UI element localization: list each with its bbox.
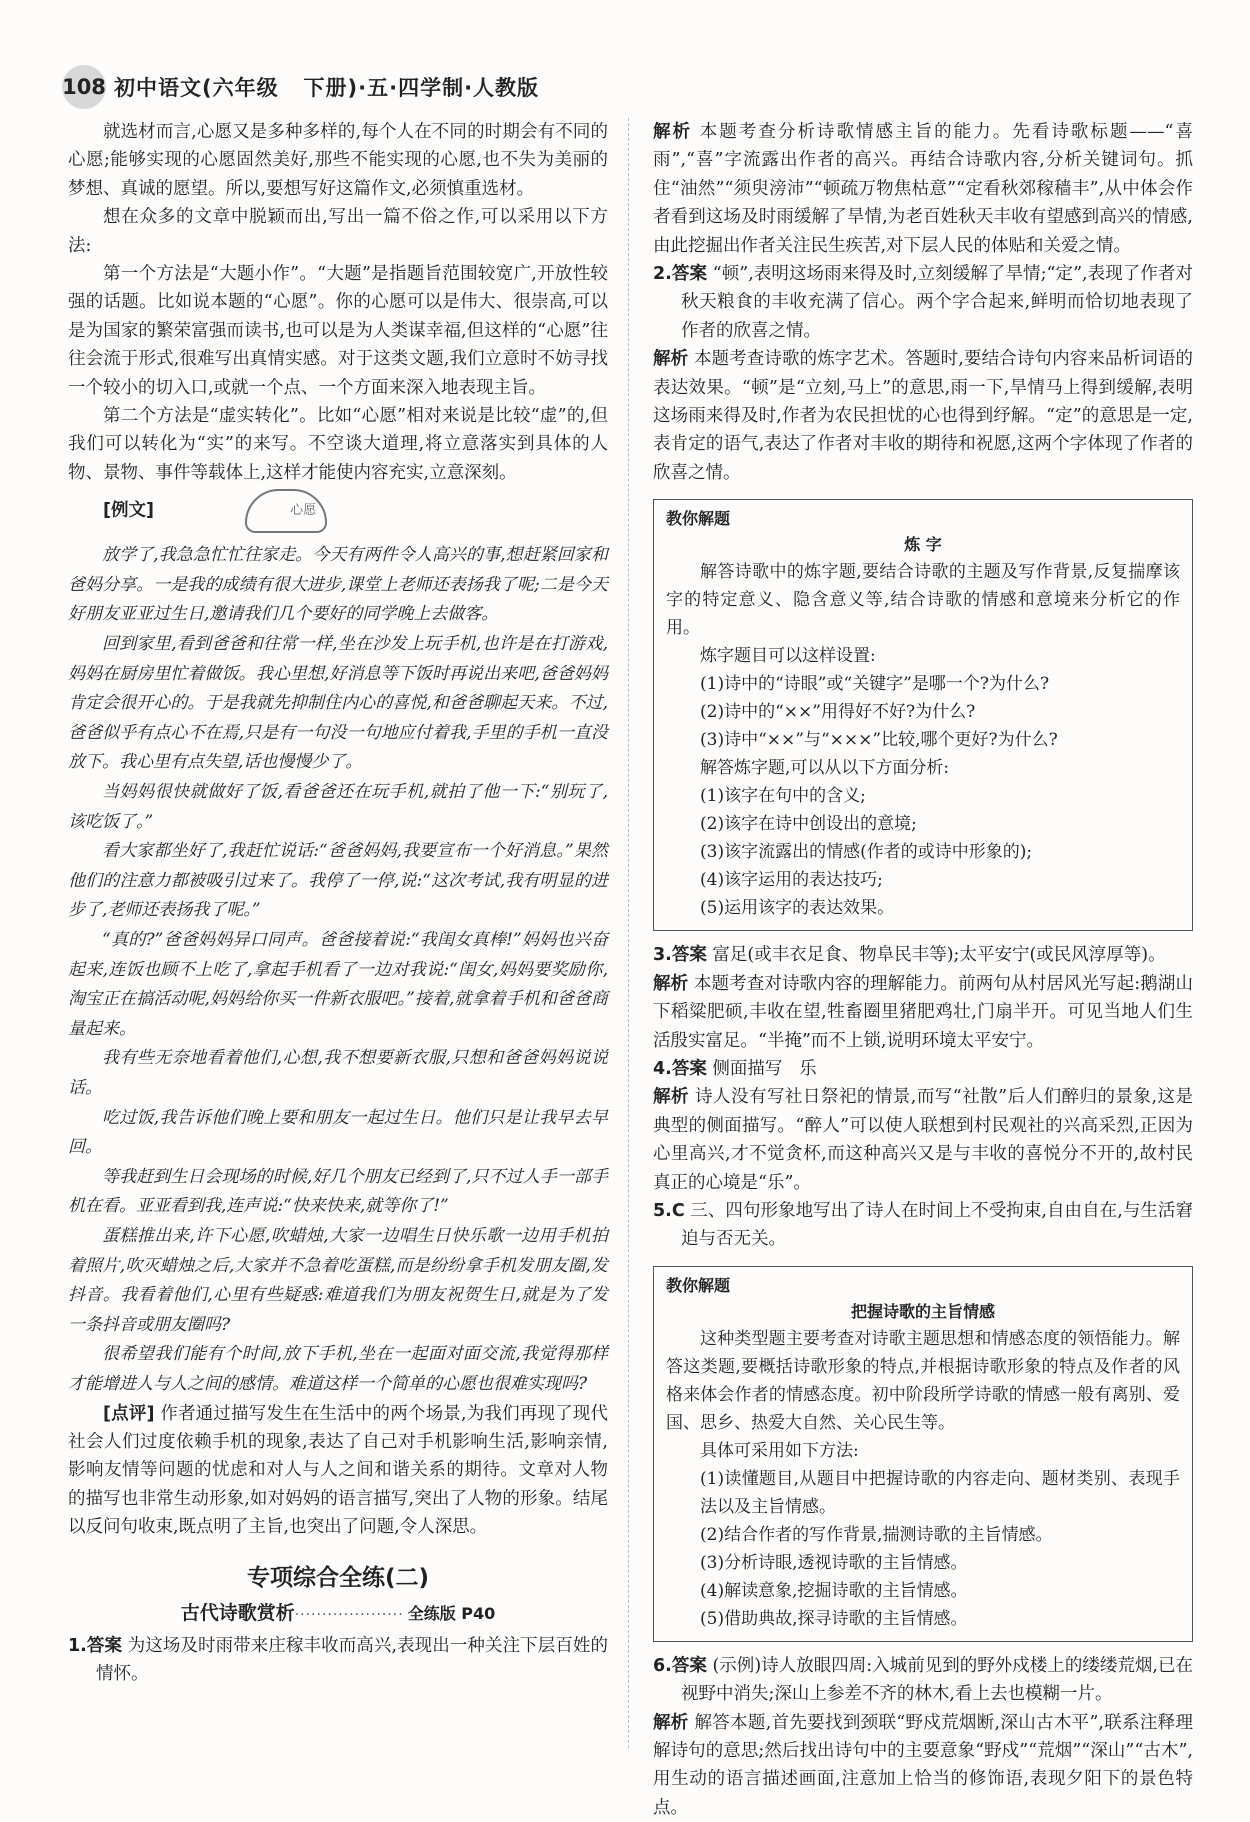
tip-box-heading: 教你解题: [666, 509, 731, 529]
tip-box-method: 具体可采用如下方法:: [700, 1440, 859, 1461]
subsection-line: [68, 1596, 608, 1632]
tip-box-item: (3)诗中“××”与“×××”比较,哪个更好?为什么?: [700, 730, 1058, 751]
tip-box-item: (5)运用该字的表达效果。: [700, 898, 895, 919]
essay-paragraph: 吃过饭,我告诉他们晚上要和朋友一起过生日。他们只是让我早去早回。: [68, 1107, 608, 1158]
answer-1: [68, 1632, 608, 1689]
answer-5: [653, 1197, 1193, 1254]
essay-paragraph: 蛋糕推出来,许下心愿,吹蜡烛,大家一边唱生日快乐歌一边用手机拍着照片,吹灭蜡烛之后,大家并不急着吃蛋糕,而是纷纷拿手机发朋友圈,发抖音。我看着他们,心里有些疑惑:难道我们为朋友祝贺生日,就是为了发一条抖音或朋友圈吗?: [68, 1225, 608, 1335]
example-essay: [68, 541, 608, 1399]
answer-2: [653, 260, 1193, 345]
answer-4-text: 侧面描写 乐: [712, 1058, 817, 1079]
answer-2-label: 2.答案: [653, 264, 708, 285]
intro-paragraph: 第一个方法是“大题小作”。“大题”是指题旨范围较宽广,开放性较强的话题。比如说本题的“心愿”。你的心愿可以是伟大、很崇高,可以是为国家的繁荣富强而读书,也可以是为人类谋幸福,但这样的“心愿”往往会流于形式,很难写出真情实感。对于这类文题,我们立意时不妨寻找一个较小的切入口,或就一个点、一个方面来深入地表现主旨。: [68, 264, 608, 398]
essay-paragraph: “真的?”爸爸妈妈异口同声。爸爸接着说:“我闺女真棒!”妈妈也兴奋起来,连饭也顾不上吃了,拿起手机看了一边对我说:“闺女,妈妈要奖励你,淘宝正在搞活动呢,妈妈给你买一件新衣服吧。”接着,就拿着手机和爸爸商量起来。: [68, 930, 608, 1039]
tip-box-title: 把握诗歌的主旨情感: [850, 1301, 995, 1321]
essay-title-stamp: 心愿: [245, 489, 327, 533]
tip-box-item: (1)诗中的“诗眼”或“关键字”是哪一个?为什么?: [700, 674, 1050, 695]
tip-box-method: 解答炼字题,可以从以下方面分析:: [700, 758, 950, 779]
answer-6: [653, 1652, 1193, 1709]
example-label-line: [68, 489, 608, 533]
essay-paragraph: 回到家里,看到爸爸和往常一样,坐在沙发上玩手机,也许是在打游戏,妈妈在厨房里忙着做饭。我心里想,好消息等下饭时再说出来吧,爸爸妈妈肯定会很开心的。于是我就先抑制住内心的喜悦,和爸爸聊起天来。不过,爸爸似乎有点心不在焉,只是有一句没一句地应付着我,手里的手机一直没放下。我心里有点失望,话也慢慢少了。: [68, 634, 608, 773]
analysis-2-text: 本题考查诗歌的炼字艺术。答题时,要结合诗句内容来品析词语的表达效果。“顿”是“立刻,马上”的意思,雨一下,旱情马上得到缓解,表明这场雨来得及时,作者为农民担忧的心也得到纾解。“定”的意思是一定,表肯定的语气,表达了作者对丰收的期待和祝愿,这两个字体现了作者的欣喜之情。: [653, 349, 1193, 483]
comment-label: [点评]: [103, 1403, 155, 1424]
analysis-6-text: 解答本题,首先要找到颈联“野戍荒烟断,深山古木平”,联系注释理解诗句的意思;然后找出诗句中的主要意象“野戍”“荒烟”“深山”“古木”,用生动的语言描述画面,注意加上恰当的修饰语,表现夕阳下的景色特点。: [653, 1712, 1193, 1818]
essay-paragraph: 看大家都坐好了,我赶忙说话:“爸爸妈妈,我要宣布一个好消息。”果然他们的注意力都被吸引过来了。我停了一停,说:“这次考试,我有明显的进步了,老师还表扬我了呢。”: [68, 841, 608, 921]
analysis-1-text: 本题考查分析诗歌情感主旨的能力。先看诗歌标题——“喜雨”,“喜”字流露出作者的高兴。再结合诗歌内容,分析关键词句。抓住“油然”“须臾滂沛”“顿疏万物焦枯意”“定看秋郊稼穑丰”,从中体会作者看到这场及时雨缓解了旱情,为老百姓秋天丰收有望感到高兴的情感,由此挖掘出作者关注民生疾苦,对下层人民的体贴和关爱之情。: [653, 122, 1193, 256]
analysis-4: [653, 1083, 1193, 1197]
book-title: 初中语文(六年级 下册)·五·四学制·人教版: [114, 76, 540, 100]
analysis-label: 解析: [653, 349, 689, 370]
tip-box-item: (2)诗中的“××”用得好不好?为什么?: [700, 702, 976, 723]
tip-box-lianzi: [653, 499, 1193, 931]
tip-box-intro: 这种类型题主要考查对诗歌主题思想和情感态度的领悟能力。解答这类题,要概括诗歌形象的特点,并根据诗歌形象的特点及作者的风格来体会作者的情感态度。初中阶段所学诗歌的情感一般有离别、爱国、思乡、热爱大自然、关心民生等。: [666, 1328, 1180, 1433]
intro-paragraph: 第二个方法是“虚实转化”。比如“心愿”相对来说是比较“虚”的,但我们可以转化为“实”的来写。不空谈大道理,将立意落实到具体的人物、景物、事件等载体上,这样才能使内容充实,立意深刻。: [68, 406, 608, 483]
left-column: [68, 118, 608, 1688]
essay-paragraph: 我有些无奈地看着他们,心想,我不想要新衣服,只想和爸爸妈妈说说话。: [68, 1048, 608, 1098]
comment-paragraph: [68, 1400, 608, 1542]
intro-paragraph: 就选材而言,心愿又是多种多样的,每个人在不同的时期会有不同的心愿;能够实现的心愿固然美好,那些不能实现的心愿,也不失为美丽的梦想、真诚的愿望。所以,要想写好这篇作文,必须慎重选材。: [68, 122, 608, 199]
answer-2-text: “顿”,表明这场雨来得及时,立刻缓解了旱情;“定”,表现了作者对秋天粮食的丰收充满了信心。两个字合起来,鲜明而恰切地表现了作者的欣喜之情。: [681, 264, 1193, 341]
page-reference: 全练版 P40: [407, 1603, 496, 1623]
answer-1-label: 1.答案: [68, 1635, 123, 1656]
analysis-label: 解析: [653, 1087, 689, 1108]
essay-paragraph: 放学了,我急急忙忙往家走。今天有两件令人高兴的事,想赶紧回家和爸妈分享。一是我的成绩有很大进步,课堂上老师还表扬我了呢;二是今天好朋友亚亚过生日,邀请我们几个要好的同学晚上去做客。: [68, 545, 608, 625]
tip-box-item: (1)该字在句中的含义;: [700, 786, 866, 807]
subsection-title: 古代诗歌赏析: [180, 1601, 295, 1624]
tip-box-item: (2)该字在诗中创设出的意境;: [700, 814, 917, 835]
tip-box-intro: 解答诗歌中的炼字题,要结合诗歌的主题及写作背景,反复揣摩该字的特定意义、隐含意义等,结合诗歌的情感和意境来分析它的作用。: [666, 562, 1180, 639]
tip-box-heading: 教你解题: [666, 1275, 731, 1295]
analysis-label: 解析: [653, 973, 689, 994]
tip-box-item: (4)该字运用的表达技巧;: [700, 870, 883, 891]
analysis-4-text: 诗人没有写社日祭祀的情景,而写“社散”后人们醉归的景象,这是典型的侧面描写。“醉人”可以使人联想到村民观社的兴高采烈,正因为心里高兴,才不觉贪杯,而这种高兴又是与丰收的喜悦分不开的,故村民真正的心境是“乐”。: [653, 1087, 1193, 1193]
answer-1-text: 为这场及时雨带来庄稼丰收而高兴,表现出一种关注下层百姓的情怀。: [96, 1635, 608, 1684]
section-title: 专项综合全练(二): [246, 1564, 430, 1591]
right-column: [653, 118, 1193, 1822]
analysis-label: 解析: [653, 122, 693, 142]
answer-5-label: 5.C: [653, 1200, 685, 1221]
page-header: [62, 62, 539, 112]
answer-4: [653, 1055, 1193, 1083]
essay-paragraph: 很希望我们能有个时间,放下手机,坐在一起面对面交流,我觉得那样才能增进人与人之间的感情。难道这样一个简单的心愿也很难实现吗?: [68, 1344, 608, 1394]
tip-box-theme: [653, 1266, 1193, 1642]
answer-4-label: 4.答案: [653, 1058, 707, 1079]
column-divider: [628, 118, 629, 1748]
tip-box-item: (3)该字流露出的情感(作者的或诗中形象的);: [700, 842, 1033, 863]
tip-box-item: (2)结合作者的写作背景,揣测诗歌的主旨情感。: [700, 1524, 1053, 1545]
analysis-1: [653, 118, 1193, 260]
tip-box-item: (5)借助典故,探寻诗歌的主旨情感。: [700, 1608, 968, 1629]
tip-box-item: (3)分析诗眼,透视诗歌的主旨情感。: [700, 1552, 968, 1573]
comment-text: 作者通过描写发生在生活中的两个场景,为我们再现了现代社会人们过度依赖手机的现象,表达了自己对手机影响生活,影响亲情,影响友情等问题的忧虑和对人与人之间和谐关系的期待。文章对人物的描写也非常生动形象,如对妈妈的语言描写,突出了人物的形象。结尾以反问句收束,既点明了主旨,也突出了问题,令人深思。: [68, 1403, 608, 1538]
answer-6-text: (示例)诗人放眼四周:入城前见到的野外戍楼上的缕缕荒烟,已在视野中消失;深山上参差不齐的林木,看上去也模糊一片。: [681, 1655, 1193, 1705]
answer-3-label: 3.答案: [653, 945, 707, 966]
page-number: 108: [62, 65, 106, 109]
leader-dots: ····················: [294, 1606, 404, 1623]
tip-box-item: (1)读懂题目,从题目中把握诗歌的内容走向、题材类别、表现手法以及主旨情感。: [700, 1468, 1180, 1517]
analysis-3-text: 本题考查对诗歌内容的理解能力。前两句从村居风光写起:鹅湖山下稻粱肥硕,丰收在望,牲畜圈里猪肥鸡壮,门扇半开。可见当地人们生活殷实富足。“半掩”而不上锁,说明环境太平安宁。: [653, 973, 1193, 1051]
analysis-3: [653, 970, 1193, 1055]
tip-box-title: 炼 字: [904, 535, 942, 555]
essay-paragraph: 等我赶到生日会现场的时候,好几个朋友已经到了,只不过人手一部手机在看。亚亚看到我,连声说:“快来快来,就等你了!”: [68, 1166, 608, 1217]
tip-box-setup: 炼字题目可以这样设置:: [700, 646, 876, 667]
intro-paragraph: 想在众多的文章中脱颖而出,写出一篇不俗之作,可以采用以下方法:: [68, 207, 608, 256]
answer-6-label: 6.答案: [653, 1655, 707, 1676]
essay-paragraph: 当妈妈很快就做好了饭,看爸爸还在玩手机,就拍了他一下:“别玩了,该吃饭了。”: [68, 782, 608, 832]
analysis-6: [653, 1709, 1193, 1822]
answer-3: [653, 941, 1193, 969]
analysis-label: 解析: [653, 1712, 689, 1733]
answer-3-text: 富足(或丰衣足食、物阜民丰等);太平安宁(或民风淳厚等)。: [712, 945, 1166, 966]
example-label: [例文]: [103, 500, 154, 521]
tip-box-item: (4)解读意象,挖掘诗歌的主旨情感。: [700, 1580, 968, 1601]
answer-5-text: 三、四句形象地写出了诗人在时间上不受拘束,自由自在,与生活窘迫与否无关。: [681, 1200, 1193, 1250]
analysis-2: [653, 345, 1193, 487]
